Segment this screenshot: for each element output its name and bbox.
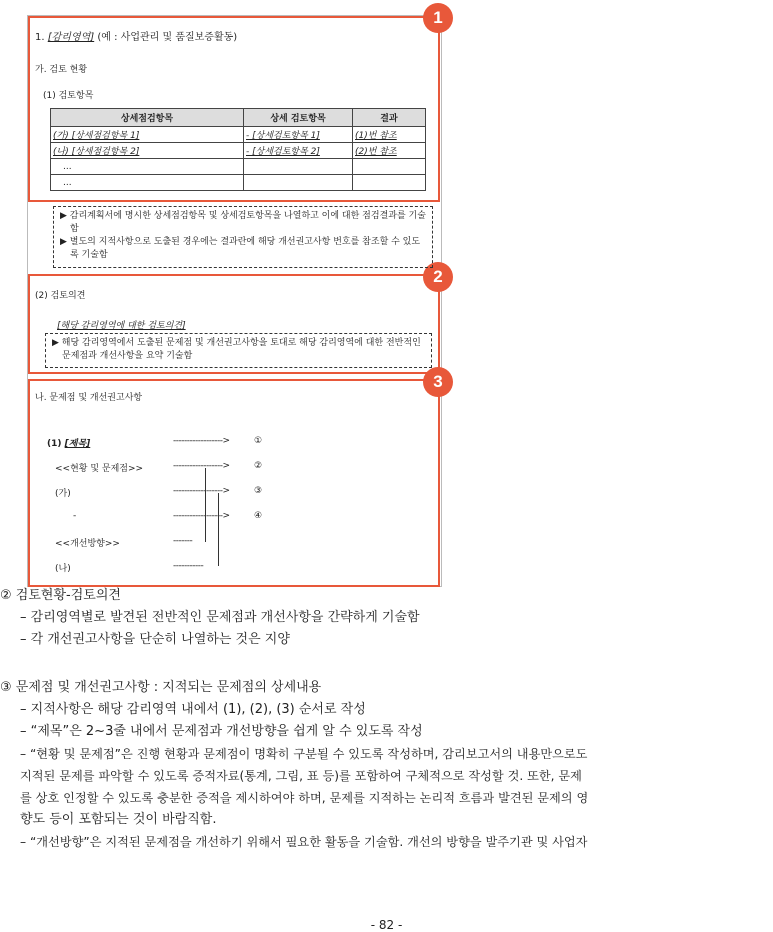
note-line: ▶ 해당 감리영역에서 도출된 문제점 및 개선권고사항을 토대로 해당 감리영역에 대한 전반적인 문제점과 개선사항을 요약 기술함 bbox=[52, 338, 421, 361]
note-line: ▶ 감리계획서에 명시한 상세점검항목 및 상세검토항목을 나열하고 이에 대한 점검결과를 기술함 bbox=[60, 211, 426, 234]
heading-review-status: ② 검토현황-검토의견 bbox=[0, 588, 121, 603]
section-title-rest: (예 : 사업관리 및 품질보증활동) bbox=[97, 32, 238, 43]
diagram-item-title bbox=[47, 436, 90, 449]
diagram-ga: (가) bbox=[55, 489, 71, 499]
table-header: 상세점검항목 bbox=[51, 109, 244, 127]
diagram-dash: - bbox=[73, 511, 77, 521]
note-line: ▶ 별도의 지적사항으로 도출된 경우에는 결과란에 해당 개선권고사항 번호를 참조할 수 있도록 기술함 bbox=[60, 237, 421, 260]
subheading-b: 나. 문제점 및 개선권고사항 bbox=[35, 393, 143, 403]
section-title bbox=[35, 28, 237, 43]
marker-3: 3 bbox=[423, 367, 453, 397]
body-line: – “개선방향”은 지적된 문제점을 개선하기 위해서 필요한 활동을 기술함. 개선의 방향을 발주기관 및 사업자 bbox=[20, 835, 588, 849]
ref-number: ② bbox=[254, 461, 263, 471]
body-line: 향도 등이 포함되는 것이 바람직함. bbox=[20, 812, 217, 827]
table-cell bbox=[244, 159, 353, 175]
page-number: - 82 - bbox=[370, 918, 403, 932]
table-cell bbox=[244, 175, 353, 191]
table-cell: (2)번 참조 bbox=[353, 143, 426, 159]
table-cell: (가) [상세점검항목 1] bbox=[51, 127, 244, 143]
table-row bbox=[51, 127, 426, 143]
ref-number: ③ bbox=[254, 486, 263, 496]
ref-number: ④ bbox=[254, 511, 263, 521]
table-cell: - [상세검토항목 2] bbox=[244, 143, 353, 159]
note-box-1 bbox=[53, 206, 433, 268]
table-header: 결과 bbox=[353, 109, 426, 127]
section-title-field: [감리영역] bbox=[47, 32, 95, 43]
body-line: 를 상호 인정할 수 있도록 충분한 증적을 제시하여야 하며, 문제를 지적하는 논리적 흐름과 발견된 문제의 영 bbox=[20, 791, 589, 805]
marker-2: 2 bbox=[423, 262, 453, 292]
item-prefix: (1) bbox=[47, 439, 62, 449]
table-cell: ... bbox=[51, 175, 244, 191]
connector-arrow: ------- bbox=[173, 536, 193, 546]
red-box-3 bbox=[28, 379, 440, 587]
table-cell: (나) [상세점검항목 2] bbox=[51, 143, 244, 159]
table-cell: ... bbox=[51, 159, 244, 175]
diagram-status: <<현황 및 문제점>> bbox=[55, 464, 144, 474]
body-line: – “현황 및 문제점”은 진행 현황과 문제점이 명확히 구분될 수 있도록 작성하며, 감리보고서의 내용만으로도 bbox=[20, 747, 588, 761]
connector-arrow: ------------------> bbox=[173, 486, 230, 496]
body-line: – 각 개선권고사항을 단순히 나열하는 것은 지양 bbox=[20, 632, 290, 647]
connector-arrow: ------------------> bbox=[173, 461, 230, 471]
review-table bbox=[50, 108, 426, 191]
table-header: 상세 검토항목 bbox=[244, 109, 353, 127]
table-row bbox=[51, 175, 426, 191]
subheading-a: 가. 검토 현황 bbox=[35, 65, 88, 75]
table-cell: - [상세검토항목 1] bbox=[244, 127, 353, 143]
body-line: – 지적사항은 해당 감리영역 내에서 (1), (2), (3) 순서로 작성 bbox=[20, 702, 366, 717]
subheading-a2: (2) 검토의견 bbox=[35, 291, 86, 301]
diagram-na: (나) bbox=[55, 564, 71, 574]
table-row bbox=[51, 159, 426, 175]
body-line: – “제목”은 2~3줄 내에서 문제점과 개선방향을 쉽게 알 수 있도록 작성 bbox=[20, 724, 423, 739]
connector-arrow: ------------------> bbox=[173, 511, 230, 521]
body-line: – 감리영역별로 발견된 전반적인 문제점과 개선사항을 간략하게 기술함 bbox=[20, 610, 420, 625]
table-header-row bbox=[51, 109, 426, 127]
heading-issues: ③ 문제점 및 개선권고사항 : 지적되는 문제점의 상세내용 bbox=[0, 680, 322, 695]
subheading-a1: (1) 검토항목 bbox=[43, 91, 94, 101]
connector-arrow: ----------- bbox=[173, 561, 204, 571]
marker-1: 1 bbox=[423, 3, 453, 33]
connector-vertical bbox=[218, 493, 219, 566]
opinion-field: [해당 감리영역에 대한 검토의견] bbox=[57, 321, 186, 331]
table-cell bbox=[353, 159, 426, 175]
diagram-improve: <<개선방향>> bbox=[55, 539, 120, 549]
item-title: [제목] bbox=[64, 439, 91, 449]
body-line: 지적된 문제를 파악할 수 있도록 증적자료(통계, 그림, 표 등)를 포함하여 구체적으로 작성할 것. 또한, 문제 bbox=[20, 769, 582, 783]
ref-number: ① bbox=[254, 436, 263, 446]
section-title-prefix: 1. bbox=[35, 32, 45, 43]
connector-vertical bbox=[205, 468, 206, 542]
connector-arrow: ------------------> bbox=[173, 436, 230, 446]
table-cell bbox=[353, 175, 426, 191]
note-box-2 bbox=[45, 333, 432, 368]
table-row bbox=[51, 143, 426, 159]
table-cell: (1)번 참조 bbox=[353, 127, 426, 143]
